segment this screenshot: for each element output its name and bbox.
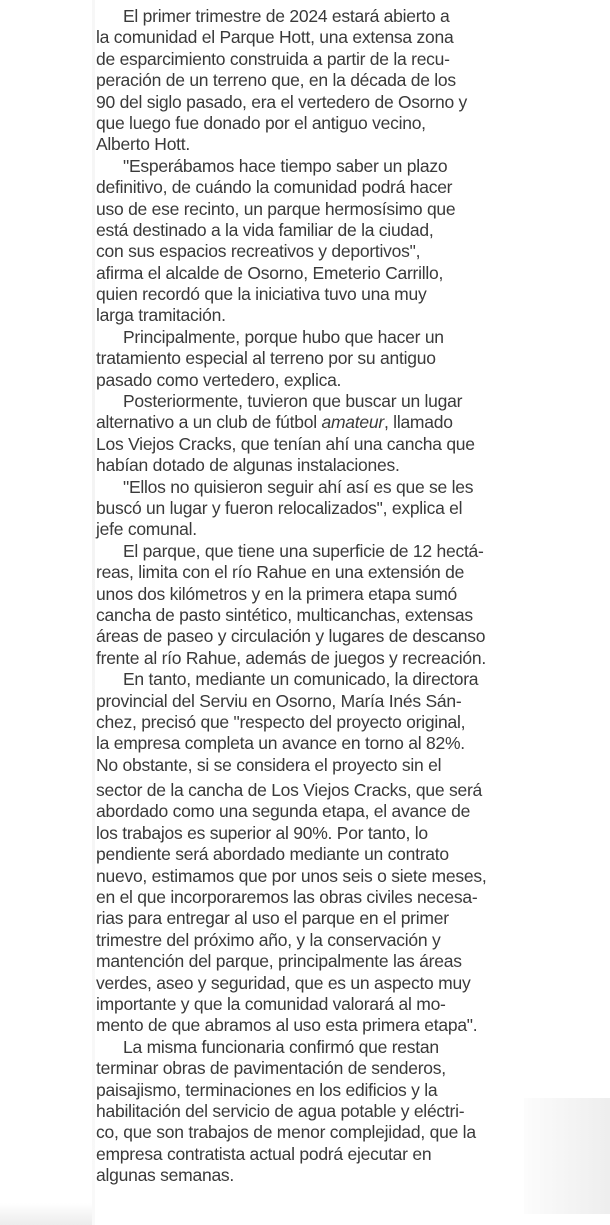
article-line	[96, 1058, 574, 1079]
article-line	[96, 27, 574, 48]
article-line	[96, 370, 574, 391]
article-line	[96, 134, 574, 155]
article-text: está destinado a la vida familiar de la ciudad,	[96, 219, 434, 240]
article-text: El parque, que tiene una superficie de 12 hectá-	[123, 540, 484, 561]
article-line	[96, 412, 574, 433]
article-text: la comunidad el Parque Hott, una extensa zona	[96, 27, 454, 48]
article-line	[96, 733, 574, 754]
article-line	[96, 930, 574, 951]
article-line	[96, 1080, 574, 1101]
article-line	[96, 498, 574, 519]
article-line	[96, 519, 574, 540]
article-line	[96, 177, 574, 198]
article-line	[96, 455, 574, 476]
paragraph	[96, 541, 574, 669]
article-line	[96, 241, 574, 262]
article-line	[96, 1037, 574, 1058]
article-text-italic: amateur	[321, 412, 384, 433]
article-text: frente al río Rahue, además de juegos y recreación.	[96, 647, 486, 668]
article-line	[96, 755, 574, 776]
article-text: rias para entregar al uso el parque en el primer	[96, 908, 449, 929]
article-line	[96, 844, 574, 865]
article-text: uso de ese recinto, un parque hermosísimo que	[96, 198, 456, 219]
article-text: alternativo a un club de fútbol	[96, 412, 322, 433]
article-line	[96, 584, 574, 605]
article-text: afirma el alcalde de Osorno, Emeterio Carrillo,	[96, 262, 444, 283]
article-text: reas, limita con el río Rahue en una extensión de	[96, 562, 465, 583]
article-text: abordado como una segunda etapa, el avance de	[96, 801, 471, 822]
article-text: trimestre del próximo año, y la conservación y	[96, 929, 441, 950]
article-column	[96, 6, 574, 1186]
article-text: definitivo, de cuándo la comunidad podrá hacer	[96, 177, 453, 198]
article-line	[96, 866, 574, 887]
article-text: habilitación del servicio de agua potable y eléctri-	[96, 1100, 465, 1121]
article-text: tratamiento especial al terreno por su antiguo	[96, 348, 436, 369]
article-text: en el que incorporaremos las obras civiles necesa-	[96, 887, 478, 908]
article-line	[96, 823, 574, 844]
article-line	[96, 605, 574, 626]
article-text: nuevo, estimamos que por unos seis o siete meses,	[96, 865, 487, 886]
article-text: La misma funcionaria confirmó que restan	[123, 1036, 439, 1057]
article-text: "Esperábamos hace tiempo saber un plazo	[123, 155, 448, 176]
article-text: pasado como vertedero, explica.	[96, 369, 342, 390]
paragraph	[96, 156, 574, 327]
article-text: empresa contratista actual podrá ejecutar en	[96, 1143, 432, 1164]
article-line	[96, 199, 574, 220]
article-text: sector de la cancha de Los Viejos Cracks, que será	[96, 780, 483, 801]
article-line	[96, 1144, 574, 1165]
article-line	[96, 648, 574, 669]
article-line	[96, 70, 574, 91]
article-text: paisajismo, terminaciones en los edificios y la	[96, 1079, 438, 1100]
article-text: mento de que abramos al uso esta primera etapa".	[96, 1015, 478, 1036]
paragraph	[96, 1037, 574, 1187]
article-text: No obstante, si se considera el proyecto sin el	[96, 754, 442, 775]
article-line	[96, 327, 574, 348]
article-text: buscó un lugar y fueron relocalizados", explica el	[96, 497, 463, 518]
article-text: "Ellos no quisieron seguir ahí así es que se les	[123, 476, 474, 497]
article-text: unos dos kilómetros y en la primera etapa sumó	[96, 583, 458, 604]
paragraph	[96, 6, 574, 156]
article-text: los trabajos es superior al 90%. Por tanto, lo	[96, 822, 428, 843]
article-text: con sus espacios recreativos y deportivos",	[96, 241, 421, 262]
paragraph	[96, 477, 574, 541]
article-line	[96, 156, 574, 177]
article-line	[96, 305, 574, 326]
article-text: El primer trimestre de 2024 estará abierto a	[123, 6, 450, 26]
article-text: de esparcimiento construida a partir de la recu-	[96, 48, 450, 69]
article-text: la empresa completa un avance en torno al 82%.	[96, 733, 465, 754]
article-line	[96, 562, 574, 583]
article-text: pendiente será abordado mediante un contrato	[96, 844, 449, 865]
paragraph	[96, 669, 574, 1037]
article-text: que luego fue donado por el antiguo vecino,	[96, 112, 426, 133]
article-line	[96, 691, 574, 712]
scan-shade-bottom-left	[0, 1203, 92, 1225]
article-line	[96, 973, 574, 994]
article-line	[96, 887, 574, 908]
article-line	[96, 6, 574, 27]
article-text: co, que son trabajos de menor complejidad, que la	[96, 1122, 476, 1143]
paragraph	[96, 391, 574, 477]
article-line	[96, 49, 574, 70]
article-text: terminar obras de pavimentación de senderos,	[96, 1058, 446, 1079]
article-line	[96, 801, 574, 822]
article-text: Posteriormente, tuvieron que buscar un lugar	[123, 391, 463, 412]
article-text: algunas semanas.	[96, 1165, 235, 1186]
article-line	[96, 348, 574, 369]
article-line	[96, 1165, 574, 1186]
paragraph	[96, 327, 574, 391]
article-text: importante y que la comunidad valorará al mo-	[96, 993, 446, 1014]
article-text: verdes, aseo y seguridad, que es un aspecto muy	[96, 972, 471, 993]
article-line	[96, 263, 574, 284]
article-line	[96, 994, 574, 1015]
article-line	[96, 434, 574, 455]
article-text: 90 del siglo pasado, era el vertedero de Osorno y	[96, 91, 468, 112]
article-line	[96, 477, 574, 498]
article-line	[96, 284, 574, 305]
article-line	[96, 780, 574, 801]
article-line	[96, 626, 574, 647]
article-line	[96, 391, 574, 412]
column-gutter-line	[92, 0, 95, 1225]
article-line	[96, 951, 574, 972]
article-text: peración de un terreno que, en la década de los	[96, 70, 456, 91]
article-text: Alberto Hott.	[96, 134, 191, 155]
article-text: En tanto, mediante un comunicado, la directora	[123, 669, 479, 690]
article-line	[96, 92, 574, 113]
article-text: chez, precisó que "respecto del proyecto original,	[96, 711, 466, 732]
article-text: Los Viejos Cracks, que tenían ahí una cancha que	[96, 433, 475, 454]
article-line	[96, 113, 574, 134]
article-text: , llamado	[383, 412, 453, 433]
article-line	[96, 1122, 574, 1143]
article-text: larga tramitación.	[96, 305, 226, 326]
article-line	[96, 712, 574, 733]
article-text: provincial del Serviu en Osorno, María Inés Sán-	[96, 690, 462, 711]
article-line	[96, 1101, 574, 1122]
article-text: cancha de pasto sintético, multicanchas, extensas	[96, 604, 473, 625]
article-text: quien recordó que la iniciativa tuvo una muy	[96, 284, 427, 305]
article-text: habían dotado de algunas instalaciones.	[96, 455, 400, 476]
article-line	[96, 541, 574, 562]
article-line	[96, 908, 574, 929]
article-text: áreas de paseo y circulación y lugares de descanso	[96, 626, 486, 647]
article-text: mantención del parque, principalmente las áreas	[96, 951, 462, 972]
article-line	[96, 669, 574, 690]
article-text: Principalmente, porque hubo que hacer un	[123, 326, 444, 347]
article-line	[96, 1015, 574, 1036]
article-text: jefe comunal.	[96, 519, 197, 540]
article-line	[96, 220, 574, 241]
